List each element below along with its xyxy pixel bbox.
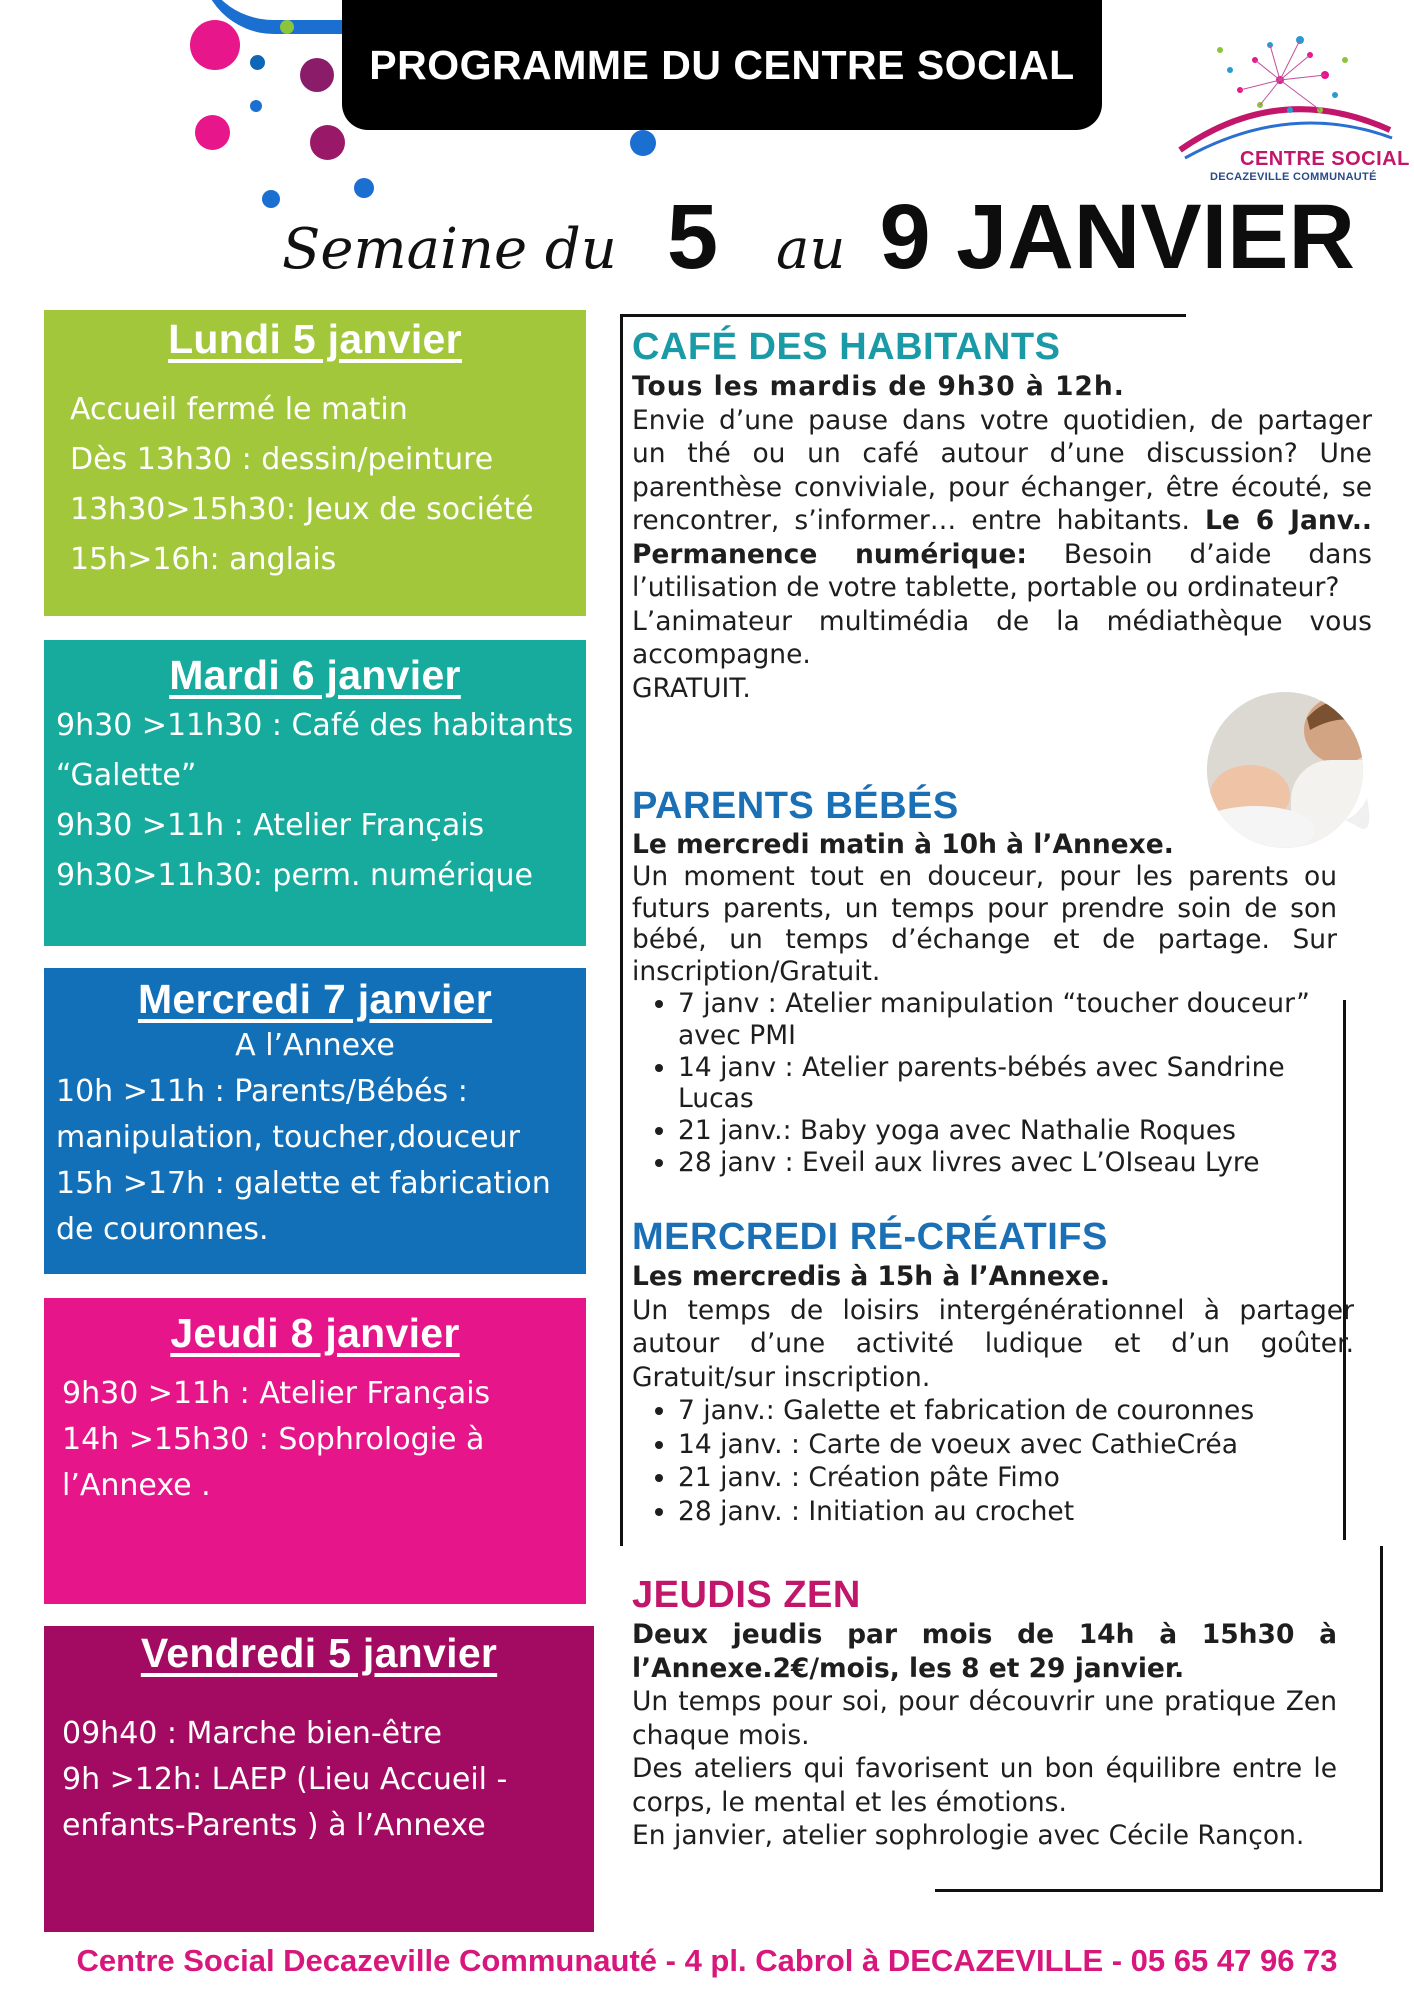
list-item: • 7 janv : Atelier manipulation “toucher douceur” avec PMI [678, 988, 1337, 1052]
decorative-dot [195, 115, 230, 150]
zen-body-1: Un temps pour soi, pour découvrir une pratique Zen chaque mois. [632, 1686, 1337, 1751]
week-end: 9 JANVIER [879, 186, 1355, 288]
day-line: 9h30 >11h : Atelier Français [56, 808, 485, 843]
section-recreatifs [632, 1214, 1354, 1528]
zen-title: JEUDIS ZEN [632, 1574, 861, 1616]
week-title [282, 185, 1355, 295]
cafe-subtitle: Tous les mardis de 9h30 à 12h. [632, 371, 1125, 402]
day-line: 14h >15h30 : Sophrologie à [62, 1422, 485, 1457]
day-line: 9h >12h: LAEP (Lieu Accueil - [62, 1762, 508, 1797]
list-item: • 28 janv : Eveil aux livres avec L’OIseau Lyre [678, 1147, 1337, 1179]
page-banner [342, 0, 1102, 130]
decorative-dot [250, 100, 262, 112]
cafe-price: GRATUIT. [632, 672, 751, 704]
day-title: Mercredi 7 janvier [137, 976, 493, 1022]
day-title: Mardi 6 janvier [169, 652, 461, 698]
week-connector: au [776, 217, 846, 282]
decorative-dot [250, 55, 265, 70]
parents-subtitle: Le mercredi matin à 10h à l’Annexe. [632, 829, 1174, 860]
day-line: 09h40 : Marche bien-être [62, 1716, 443, 1751]
cafe-bold-note: Le 6 Janv.. Permanence numérique: [632, 505, 1372, 570]
frame-bottom-right-line [1380, 1546, 1383, 1890]
frame-top-line [620, 314, 1186, 317]
day-line: Dès 13h30 : dessin/peinture [70, 442, 494, 477]
week-start: 5 [666, 186, 718, 288]
day-line: 15h >17h : galette et fabrication [56, 1166, 551, 1201]
list-item: • 28 janv. : Initiation au crochet [678, 1495, 1354, 1529]
day-line: de couronnes. [56, 1212, 269, 1247]
day-title: Jeudi 8 janvier [170, 1310, 460, 1356]
recreatifs-subtitle: Les mercredis à 15h à l’Annexe. [632, 1261, 1110, 1292]
day-line: manipulation, toucher,douceur [56, 1120, 520, 1155]
day-line: 15h>16h: anglais [70, 542, 337, 577]
decorative-dot [630, 130, 656, 156]
week-prefix: Semaine du [282, 217, 617, 282]
recreatifs-body: Un temps de loisirs intergénérationnel à partager autour d’une activité ludique et d’un goûter. Gratuit/sur inscription. [632, 1294, 1354, 1393]
zen-body-3: En janvier, atelier sophrologie avec Cécile Rançon. [632, 1820, 1305, 1851]
day-box-vendredi [44, 1626, 594, 1932]
day-line: 9h30>11h30: perm. numérique [56, 858, 533, 893]
day-line: 9h30 >11h : Atelier Français [62, 1376, 491, 1411]
day-line: A l’Annexe [235, 1028, 395, 1063]
page-footer: Centre Social Decazeville Communauté - 4 pl. Cabrol à DECAZEVILLE - 05 65 47 96 73 [76, 1943, 1338, 1978]
frame-left-line [620, 314, 623, 1546]
day-line: enfants-Parents ) à l’Annexe [62, 1808, 486, 1843]
decorative-dot [262, 190, 280, 208]
cafe-title: CAFÉ DES HABITANTS [632, 326, 1061, 368]
day-line: 10h >11h : Parents/Bébés : [56, 1074, 468, 1109]
day-line: 13h30>15h30: Jeux de société [70, 492, 534, 527]
section-parents [632, 783, 1337, 1179]
day-box-lundi [44, 310, 586, 616]
decorative-dot [190, 20, 240, 70]
zen-body-2: Des ateliers qui favorisent un bon équilibre entre le corps, le mental et les émotions. [632, 1753, 1337, 1818]
recreatifs-list [632, 1394, 1354, 1528]
day-line: l’Annexe . [62, 1468, 211, 1503]
zen-subtitle: Deux jeudis par mois de 14h à 15h30 à l’Annexe.2€/mois, les 8 et 29 janvier. [632, 1619, 1337, 1684]
day-line: Accueil fermé le matin [70, 392, 408, 427]
day-box-jeudi [44, 1298, 586, 1604]
parents-body: Un moment tout en douceur, pour les parents ou futurs parents, un temps pour prendre soin de son bébé, un temps d’échange et de partage. Sur inscription/Gratuit. [632, 860, 1337, 988]
banner-title: PROGRAMME DU CENTRE SOCIAL [369, 41, 1075, 88]
list-item: • 14 janv : Atelier parents-bébés avec Sandrine Lucas [678, 1052, 1337, 1116]
cafe-body [632, 404, 1372, 605]
list-item: • 21 janv. : Création pâte Fimo [678, 1461, 1354, 1495]
day-line: “Galette” [56, 758, 197, 793]
day-box-mardi [44, 640, 586, 946]
decorative-dot [310, 125, 345, 160]
decorative-dot [300, 58, 334, 92]
section-zen [632, 1572, 1337, 1853]
decorative-dot [280, 20, 294, 34]
logo-subtitle: DECAZEVILLE COMMUNAUTÉ [1210, 171, 1377, 183]
frame-bottom-line [935, 1889, 1383, 1892]
day-line: 9h30 >11h30 : Café des habitants [56, 708, 574, 743]
recreatifs-title: MERCREDI RÉ-CRÉATIFS [632, 1216, 1108, 1258]
section-cafe [632, 324, 1372, 705]
cafe-body-3: L’animateur multimédia de la médiathèque vous accompagne. [632, 605, 1372, 670]
parents-list [632, 988, 1337, 1179]
list-item: • 21 janv.: Baby yoga avec Nathalie Roques [678, 1115, 1337, 1147]
cafe-body-text: Envie d’une pause dans votre quotidien, de partager un thé ou un café autour d’une discussion? Une parenthèse conviviale, pour échanger, être écouté, se rencontrer, s’informer… entre habitants. [632, 404, 1372, 536]
day-box-mercredi [44, 968, 586, 1274]
list-item: • 14 janv. : Carte de voeux avec CathieCréa [678, 1428, 1354, 1462]
cafe-body-text-2: Besoin d’aide dans l’utilisation de votre tablette, portable ou ordinateur? [632, 538, 1372, 603]
list-item: • 7 janv.: Galette et fabrication de couronnes [678, 1394, 1354, 1428]
parents-title: PARENTS BÉBÉS [632, 785, 959, 827]
day-title: Lundi 5 janvier [168, 316, 462, 362]
day-title: Vendredi 5 janvier [140, 1630, 498, 1676]
logo-title: CENTRE SOCIAL [1240, 148, 1410, 170]
